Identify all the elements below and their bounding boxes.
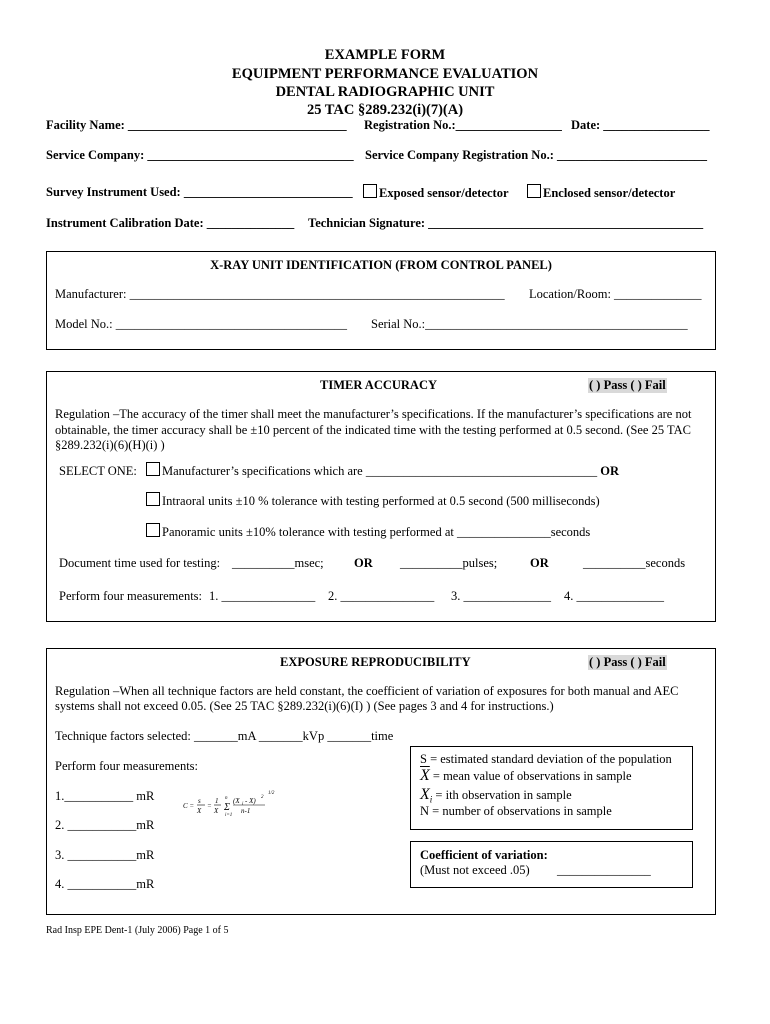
exposure-measurement-2[interactable]: 2. ___________mR [55,818,155,832]
calibration-date-field[interactable]: Instrument Calibration Date: ______________ [46,216,295,230]
svg-text:s: s [198,797,201,805]
model-no-field[interactable]: Model No.: _____________________________________ [55,317,348,331]
option-panoramic[interactable] [146,523,590,540]
timer-pass-fail[interactable]: ( ) Pass ( ) Fail [589,378,666,392]
coefficient-formula-image [183,786,278,824]
msec-field[interactable]: __________msec; [232,556,324,570]
date-field[interactable]: Date: _________________ [571,118,710,132]
svg-text:- X): - X) [245,797,256,805]
enclosed-sensor-option[interactable] [527,184,675,201]
enclosed-sensor-checkbox[interactable] [527,184,541,198]
technician-signature-field[interactable]: Technician Signature: ____________________________________________ [308,216,704,230]
timer-measurement-1[interactable]: 1. _______________ [209,589,316,603]
pulses-field[interactable]: __________pulses; [400,556,498,570]
svg-text:X: X [214,807,219,815]
xray-identification-title: X-RAY UNIT IDENTIFICATION (FROM CONTROL PANEL) [210,258,552,272]
svg-text:i: i [242,802,244,807]
timer-perform-label: Perform four measurements: [59,589,203,603]
x-bar-symbol: $\overline{X}$ [420,767,430,784]
survey-instrument-field[interactable]: Survey Instrument Used: ___________________________ [46,185,353,199]
legend-x-mean-text: = mean value of observations in sample [429,769,632,783]
legend-x-mean [420,767,632,785]
svg-text:2: 2 [261,795,264,800]
coefficient-subtitle: (Must not exceed .05) [420,863,530,877]
svg-text:C =: C = [183,802,195,810]
form-title-line4: 25 TAC §289.232(i)(7)(A) [306,102,464,118]
exposure-measurement-4[interactable]: 4. ___________mR [55,877,155,891]
timer-measurement-3[interactable]: 3. ______________ [451,589,551,603]
timer-accuracy-title: TIMER ACCURACY [320,378,438,392]
serial-no-field[interactable]: Serial No.:__________________________________________ [371,317,688,331]
exposure-pass-fail[interactable]: ( ) Pass ( ) Fail [589,655,666,669]
svg-text:n-1: n-1 [241,807,251,815]
timer-measurement-4[interactable]: 4. ______________ [564,589,664,603]
exposure-reproducibility-title: EXPOSURE REPRODUCIBILITY [280,655,471,669]
svg-text:1/2: 1/2 [268,791,275,796]
exposed-sensor-option[interactable] [363,184,509,201]
legend-n: N = number of observations in sample [420,804,612,818]
seconds-field[interactable]: __________seconds [583,556,686,570]
or-label-1: OR [354,556,373,570]
enclosed-sensor-label: Enclosed sensor/detector [543,186,676,200]
manufacturer-spec-label: Manufacturer’s specifications which are _____________________________________ [162,464,598,478]
manufacturer-spec-checkbox[interactable] [146,462,160,476]
timer-regulation-line3: §289.232(i)(6)(H)(i) ) [55,438,165,452]
intraoral-label: Intraoral units ±10 % tolerance with testing performed at 0.5 second (500 milliseconds) [162,494,600,508]
exposure-perform-label: Perform four measurements: [55,759,199,773]
coefficient-value-field[interactable]: _______________ [557,863,651,877]
page-footer: Rad Insp EPE Dent-1 (July 2006) Page 1 of 5 [46,925,229,936]
timer-regulation-line1: Regulation –The accuracy of the timer shall meet the manufacturer’s specifications. If the manufacturer’s specifications are not [55,407,692,421]
intraoral-checkbox[interactable] [146,492,160,506]
xi-symbol: X [420,786,430,803]
document-time-label: Document time used for testing: [59,556,221,570]
facility-name-field[interactable]: Facility Name: ___________________________________ [46,118,347,132]
location-room-field[interactable]: Location/Room: ______________ [529,287,702,301]
panoramic-label: Panoramic units ±10% tolerance with testing performed at _______________seconds [162,525,591,539]
svg-text:=: = [207,802,212,810]
service-company-field[interactable]: Service Company: _________________________________ [46,148,354,162]
timer-regulation-line2: obtainable, the timer accuracy shall be ±10 percent of the indicated time with the testing performed at 0.5 second. (See 25 TAC [55,423,691,437]
service-company-registration-field[interactable]: Service Company Registration No.: ________________________ [365,148,707,162]
option-intraoral[interactable] [146,492,600,509]
exposed-sensor-label: Exposed sensor/detector [379,186,509,200]
exposure-measurement-1[interactable]: 1.___________ mR [55,789,155,803]
exposed-sensor-checkbox[interactable] [363,184,377,198]
legend-s: S = estimated standard deviation of the population [420,752,672,766]
svg-text:X: X [197,807,202,815]
technique-factors-field[interactable]: Technique factors selected: _______mA _______kVp _______time [55,729,394,743]
exposure-regulation-line2: systems shall not exceed 0.05. (See 25 TAC §289.232(i)(6)(I) ) (See pages 3 and 4 for instructions.) [55,699,554,713]
form-title-line1: EXAMPLE FORM [324,47,446,63]
panoramic-checkbox[interactable] [146,523,160,537]
manufacturer-field[interactable]: Manufacturer: ____________________________________________________________ [55,287,505,301]
legend-xi: $X_i$ = ith observation in sample [420,786,572,805]
svg-text:(X: (X [233,797,240,805]
svg-text:1: 1 [215,797,219,805]
timer-measurement-2[interactable]: 2. _______________ [328,589,435,603]
registration-no-field[interactable]: Registration No.:_________________ [364,118,562,132]
select-one-label: SELECT ONE: [59,464,137,478]
svg-text:i=1: i=1 [225,813,233,818]
exposure-measurement-3[interactable]: 3. ___________mR [55,848,155,862]
option-manufacturer-spec[interactable] [146,462,619,479]
form-title-line2: EQUIPMENT PERFORMANCE EVALUATION [231,66,539,82]
or-label-2: OR [530,556,549,570]
form-title-line3: DENTAL RADIOGRAPHIC UNIT [275,84,495,100]
svg-text:Σ: Σ [224,802,230,813]
exposure-regulation-line1: Regulation –When all technique factors are held constant, the coefficient of variation of exposures for both manual and AEC [55,684,679,698]
svg-text:n: n [225,796,228,801]
legend-xi-text: = ith observation in sample [432,788,572,802]
option-or-label: OR [600,464,619,478]
coefficient-title: Coefficient of variation: [420,848,548,862]
